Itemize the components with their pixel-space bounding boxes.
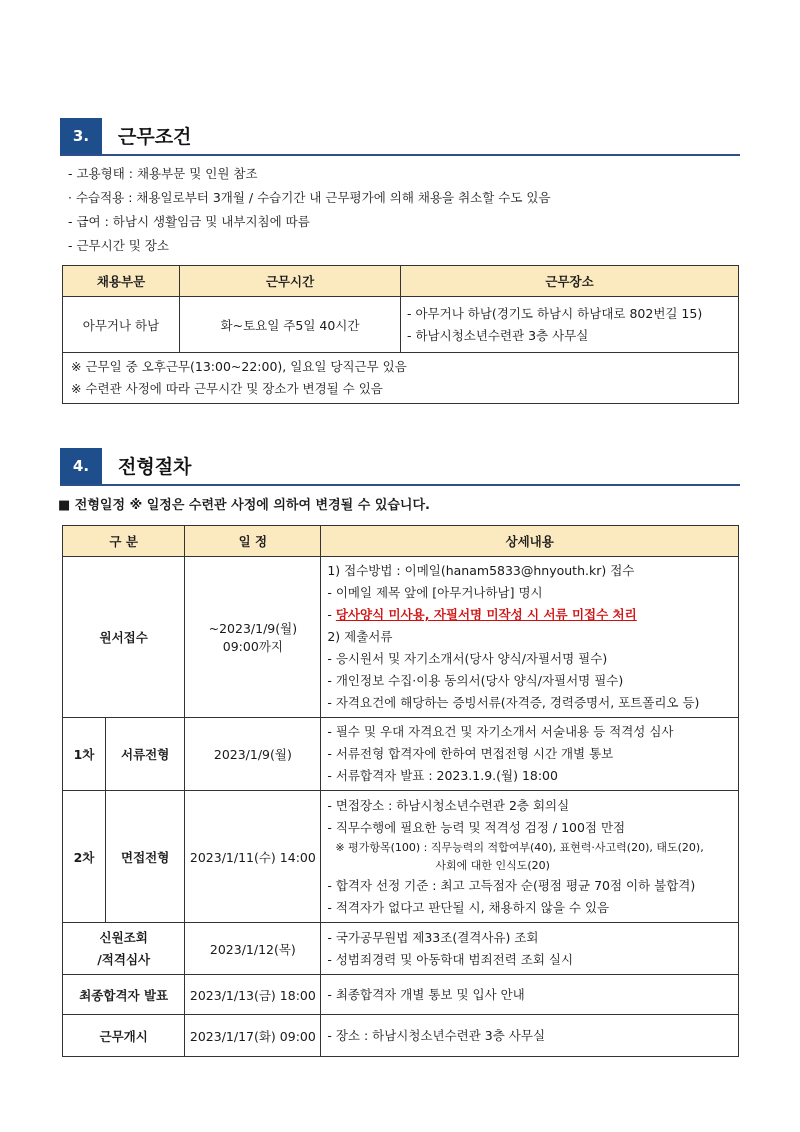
detail-final: - 최종합격자 개별 통보 및 입사 안내 (321, 975, 739, 1015)
detail-line: - 면접장소 : 하남시청소년수련관 2층 회의실 (327, 797, 570, 813)
stage-interview: 면접전형 (106, 791, 185, 923)
date-line: 09:00까지 (222, 639, 283, 654)
detail-start: - 장소 : 하남시청소년수련관 3층 사무실 (321, 1015, 739, 1057)
detail-background-check (321, 923, 739, 975)
detail-application (321, 557, 739, 718)
table-cell-place (401, 297, 739, 353)
work-conditions-list (68, 162, 551, 258)
detail-line: - 자격요건에 해당하는 증빙서류(자격증, 경력증명서, 포트폴리오 등) (327, 695, 700, 710)
detail-line: - 필수 및 우대 자격요건 및 자기소개서 서술내용 등 적격성 심사 (327, 724, 674, 739)
detail-line: - 응시원서 및 자기소개서(당사 양식/자필서명 필수) (327, 651, 608, 666)
list-item: · 수습적용 : 채용일로부터 3개월 / 수습기간 내 근무평가에 의해 채용을 취소할 수도 있음 (68, 190, 551, 205)
detail-document (321, 718, 739, 791)
stage-line: /적격심사 (97, 951, 151, 967)
list-item: - 근무시간 및 장소 (68, 238, 169, 253)
note-line: ※ 수련관 사정에 따라 근무시간 및 장소가 변경될 수 있음 (71, 381, 383, 396)
round-label: 2차 (63, 791, 106, 923)
date-interview: 2023/1/11(수) 14:00 (185, 791, 321, 923)
table-header: 근무장소 (401, 266, 739, 297)
detail-line: - 개인정보 수집·이용 동의서(당사 양식/자필서명 필수) (327, 673, 624, 688)
detail-line: - 직무수행에 필요한 능력 및 적격성 검정 / 100점 만점 (327, 819, 626, 835)
detail-line: ※ 평가항목(100) : 직무능력의 적합여부(40), 표현력·사고력(20), 태도(20), (335, 840, 704, 854)
list-item: - 고용형태 : 채용부문 및 인원 참조 (68, 166, 258, 181)
section4-header (60, 448, 740, 486)
stage-background-check (63, 923, 185, 975)
detail-line: 사회에 대한 인식도(20) (435, 858, 550, 872)
table-header: 구 분 (63, 526, 185, 557)
detail-line: 2) 제출서류 (327, 629, 393, 644)
detail-interview (321, 791, 739, 923)
place-line: - 하남시청소년수련관 3층 사무실 (407, 327, 589, 343)
table-notes (63, 353, 739, 404)
work-conditions-table (62, 265, 739, 404)
detail-line: - 서류합격자 발표 : 2023.1.9.(월) 18:00 (327, 768, 558, 783)
detail-line (327, 604, 732, 626)
date-line: ~2023/1/9(월) (208, 621, 298, 636)
stage-document: 서류전형 (106, 718, 185, 791)
date-start: 2023/1/17(화) 09:00 (185, 1015, 321, 1057)
selection-process-table (62, 525, 739, 1057)
detail-line: - 적격자가 없다고 판단될 시, 채용하지 않을 수 있음 (327, 899, 610, 915)
detail-line: - 이메일 제목 앞에 [아무거나하남] 명시 (327, 585, 543, 600)
detail-line: - 합격자 선정 기준 : 최고 고득점자 순(평점 평균 70점 이하 불합격) (327, 877, 696, 893)
stage-application: 원서접수 (63, 557, 185, 718)
place-line: - 아무거나 하남(경기도 하남시 하남대로 802번길 15) (407, 305, 703, 321)
table-cell-hours: 화~토요일 주5일 40시간 (180, 297, 401, 353)
stage-start: 근무개시 (63, 1015, 185, 1057)
detail-line: - 성범죄경력 및 아동학대 범죄전력 조회 실시 (327, 951, 574, 967)
section4-number: 4. (60, 448, 102, 484)
table-header: 일 정 (185, 526, 321, 557)
section3-number: 3. (60, 118, 102, 154)
stage-final: 최종합격자 발표 (63, 975, 185, 1015)
round-label: 1차 (63, 718, 106, 791)
section3-title: 근무조건 (118, 126, 192, 148)
detail-dash: - (327, 607, 336, 622)
table-header: 채용부문 (63, 266, 180, 297)
table-header: 상세내용 (321, 526, 739, 557)
detail-line: - 국가공무원법 제33조(결격사유) 조회 (327, 929, 539, 945)
section4-title: 전형절차 (118, 456, 192, 478)
table-header: 근무시간 (180, 266, 401, 297)
detail-line: 1) 접수방법 : 이메일(hanam5833@hnyouth.kr) 접수 (327, 563, 635, 578)
table-cell-dept: 아무거나 하남 (63, 297, 180, 353)
note-line: ※ 근무일 중 오후근무(13:00~22:00), 일요일 당직근무 있음 (71, 359, 407, 374)
date-background-check: 2023/1/12(목) (185, 923, 321, 975)
warning-text: 당사양식 미사용, 자필서명 미작성 시 서류 미접수 처리 (335, 607, 637, 622)
detail-line: - 서류전형 합격자에 한하여 면접전형 시간 개별 통보 (327, 746, 614, 761)
stage-line: 신원조회 (99, 929, 148, 945)
schedule-heading: ■ 전형일정 ※ 일정은 수련관 사정에 의하여 변경될 수 있습니다. (58, 498, 430, 513)
date-application (185, 557, 321, 718)
date-final: 2023/1/13(금) 18:00 (185, 975, 321, 1015)
date-document: 2023/1/9(월) (185, 718, 321, 791)
section3-header (60, 118, 740, 156)
list-item: - 급여 : 하남시 생활임금 및 내부지침에 따름 (68, 214, 310, 229)
